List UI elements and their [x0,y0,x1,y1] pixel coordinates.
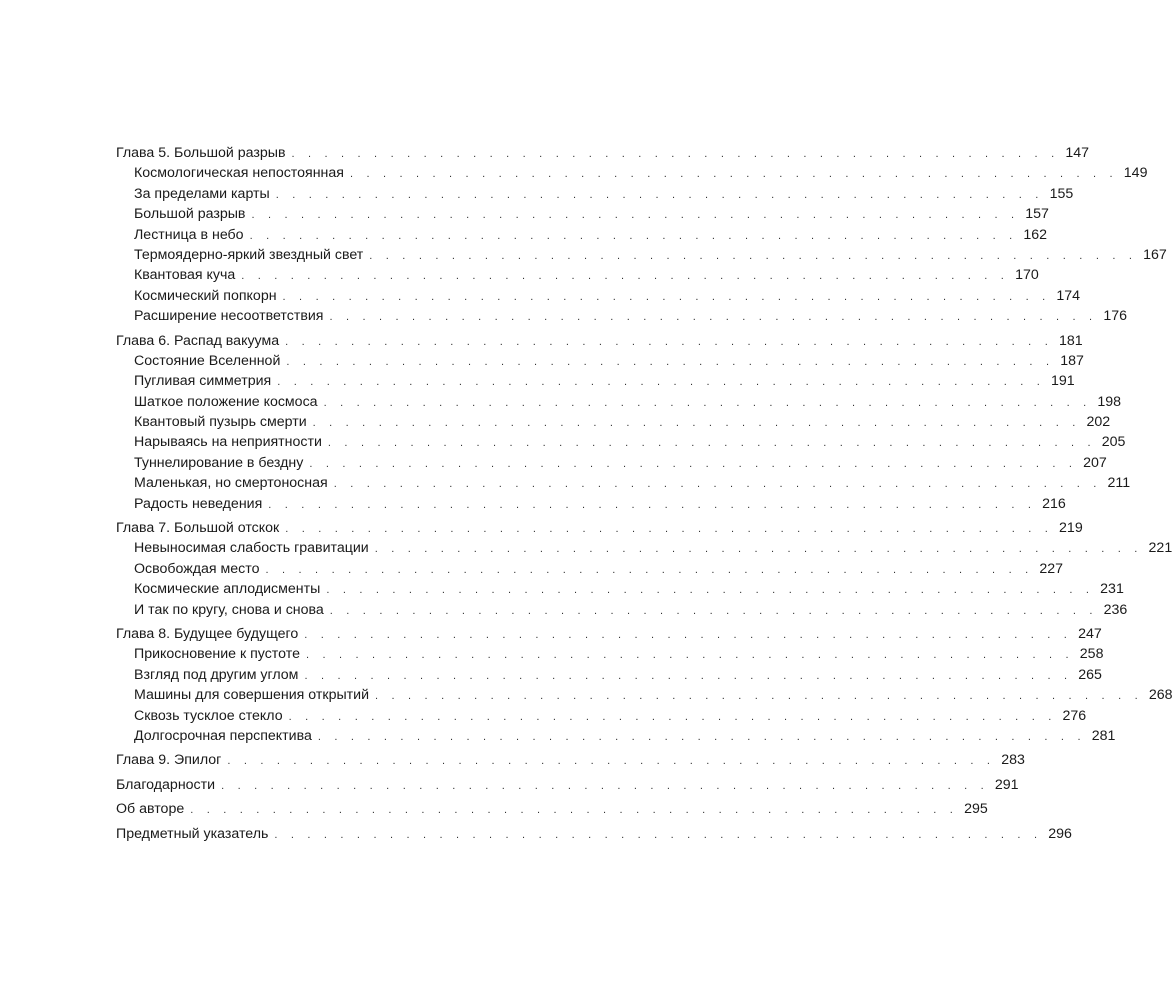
entry-title: Маленькая, но смертоносная [134,475,328,492]
entry-title: Нарываясь на неприятности [134,434,322,451]
entry-title: Взгляд под другим углом [134,666,299,683]
entry-title: Пугливая симметрия [134,373,272,390]
entry-page: 202 [1086,414,1111,431]
entry-page: 281 [1091,727,1116,744]
section-entry[interactable] [116,538,1173,558]
entry-page: 157 [1025,206,1049,223]
chapter-entry[interactable] [116,824,1072,844]
entry-page: 276 [1062,707,1087,724]
chapter-entry[interactable] [116,331,1083,351]
dot-leader: . . . . . . . . . . . . . . . . . . . . . . . . . . . . . . . . . . . . . . . . . . . . . . . [291,148,1060,160]
entry-title: Большой разрыв [134,206,246,223]
entry-title: Космический попкорн [134,287,277,304]
dot-leader: . . . . . . . . . . . . . . . . . . . . . . . . . . . . . . . . . . . . . . . . . . . . . . . [349,168,1118,181]
entry-page: 162 [1023,226,1048,243]
entry-page: 268 [1148,687,1173,704]
chapter-group [116,331,1131,515]
chapter-entry[interactable] [116,624,1102,644]
section-entry[interactable] [116,685,1173,705]
chapter-entry[interactable] [116,799,988,819]
entry-page: 283 [1001,752,1025,769]
entry-title: Состояние Вселенной [134,352,281,369]
entry-title: Глава 8. Будущее будущего [116,625,299,642]
section-entry[interactable] [116,351,1084,371]
section-entry[interactable] [116,644,1104,664]
section-entry[interactable] [116,204,1049,224]
dot-leader: . . . . . . . . . . . . . . . . . . . . . . . . . . . . . . . . . . . . . . . . . . . . . . . [374,543,1143,556]
entry-page: 291 [994,776,1019,793]
entry-title: Глава 6. Распад вакуума [116,332,280,349]
entry-title: Глава 7. Большой отскок [116,520,280,537]
chapter-group [116,518,1173,620]
dot-leader: . . . . . . . . . . . . . . . . . . . . . . . . . . . . . . . . . . . . . . . . . . . . . . . [323,396,1092,409]
entry-page: 216 [1042,495,1066,512]
entry-title: Квантовый пузырь смерти [134,414,307,431]
entry-page: 247 [1078,625,1102,642]
section-entry[interactable] [116,494,1066,514]
entry-title: Лестница в небо [134,226,244,243]
entry-page: 296 [1048,825,1072,842]
dot-leader: . . . . . . . . . . . . . . . . . . . . . . . . . . . . . . . . . . . . . . . . . . . . . . . [265,563,1034,576]
dot-leader: . . . . . . . . . . . . . . . . . . . . . . . . . . . . . . . . . . . . . . . . . . . . . . . [312,417,1081,430]
section-entry[interactable] [116,412,1111,432]
entry-title: Шаткое положение космоса [134,393,318,410]
entry-page: 231 [1100,581,1124,598]
entry-page: 295 [964,801,988,818]
dot-leader: . . . . . . . . . . . . . . . . . . . . . . . . . . . . . . . . . . . . . . . . . . . . . . . [282,290,1051,303]
entry-page: 181 [1058,332,1083,349]
section-entry[interactable] [116,306,1127,326]
entry-title: Космологическая непостоянная [134,165,344,182]
entry-title: Термоядерно-яркий звездный свет [134,246,364,263]
entry-page: 176 [1103,308,1127,325]
section-entry[interactable] [116,163,1148,183]
entry-page: 155 [1049,185,1074,202]
dot-leader: . . . . . . . . . . . . . . . . . . . . . . . . . . . . . . . . . . . . . . . . . . . . . . . [277,376,1046,389]
section-entry[interactable] [116,473,1131,493]
section-entry[interactable] [116,265,1039,285]
section-entry[interactable] [116,245,1167,265]
dot-leader: . . . . . . . . . . . . . . . . . . . . . . . . . . . . . . . . . . . . . . . . . . . . . . . [285,335,1053,348]
dot-leader: . . . . . . . . . . . . . . . . . . . . . . . . . . . . . . . . . . . . . . . . . . . . . . . [251,209,1020,222]
entry-title: Глава 9. Эпилог [116,752,222,769]
dot-leader: . . . . . . . . . . . . . . . . . . . . . . . . . . . . . . . . . . . . . . . . . . . . . . . [285,523,1054,536]
entry-page: 258 [1079,646,1104,663]
entry-page: 167 [1143,246,1167,263]
section-entry[interactable] [116,726,1116,746]
entry-title: Машины для совершения открытий [134,687,370,704]
entry-title: Предметный указатель [116,825,269,842]
entry-page: 227 [1039,560,1064,577]
entry-page: 170 [1015,267,1039,284]
entry-title: Сквозь тусклое стекло [134,707,283,724]
dot-leader: . . . . . . . . . . . . . . . . . . . . . . . . . . . . . . . . . . . . . . . . . . . . . . . [304,669,1073,682]
entry-title: Об авторе [116,801,185,818]
dot-leader: . . . . . . . . . . . . . . . . . . . . . . . . . . . . . . . . . . . . . . . . . . . . . . . [221,779,989,792]
chapter-entry[interactable] [116,775,1019,795]
dot-leader: . . . . . . . . . . . . . . . . . . . . . . . . . . . . . . . . . . . . . . . . . . . . . . . [275,188,1044,201]
dot-leader: . . . . . . . . . . . . . . . . . . . . . . . . . . . . . . . . . . . . . . . . . . . . . . . [241,270,1010,283]
dot-leader: . . . . . . . . . . . . . . . . . . . . . . . . . . . . . . . . . . . . . . . . . . . . . . . [190,804,959,817]
section-entry[interactable] [116,286,1081,306]
dot-leader: . . . . . . . . . . . . . . . . . . . . . . . . . . . . . . . . . . . . . . . . . . . . . . . [333,478,1102,491]
section-entry[interactable] [116,392,1122,412]
entry-title: Прикосновение к пустоте [134,646,300,663]
entry-title: Квантовая куча [134,267,236,284]
dot-leader: . . . . . . . . . . . . . . . . . . . . . . . . . . . . . . . . . . . . . . . . . . . . . . . [268,498,1037,511]
entry-title: За пределами карты [134,185,270,202]
chapter-entry[interactable] [116,750,1025,770]
dot-leader: . . . . . . . . . . . . . . . . . . . . . . . . . . . . . . . . . . . . . . . . . . . . . . . [329,311,1098,324]
section-entry[interactable] [116,453,1107,473]
dot-leader: . . . . . . . . . . . . . . . . . . . . . . . . . . . . . . . . . . . . . . . . . . . . . . . [369,249,1138,262]
entry-page: 265 [1078,666,1102,683]
dot-leader: . . . . . . . . . . . . . . . . . . . . . . . . . . . . . . . . . . . . . . . . . . . . . . . [227,755,996,768]
dot-leader: . . . . . . . . . . . . . . . . . . . . . . . . . . . . . . . . . . . . . . . . . . . . . . . [327,437,1096,450]
entry-page: 191 [1051,373,1075,390]
entry-page: 187 [1060,352,1084,369]
section-entry[interactable] [116,432,1126,452]
entry-title: Невыносимая слабость гравитации [134,540,369,557]
entry-title: И так по кругу, снова и снова [134,601,324,618]
dot-leader: . . . . . . . . . . . . . . . . . . . . . . . . . . . . . . . . . . . . . . . . . . . . . . . [317,730,1086,743]
section-entry[interactable] [116,665,1102,685]
entry-title: Радость неведения [134,495,263,512]
entry-page: 174 [1056,287,1081,304]
section-entry[interactable] [116,559,1064,579]
entry-title: Туннелирование в бездну [134,454,304,471]
entry-page: 219 [1059,520,1083,537]
chapter-entry[interactable] [116,518,1083,538]
entry-page: 221 [1148,540,1173,557]
dot-leader: . . . . . . . . . . . . . . . . . . . . . . . . . . . . . . . . . . . . . . . . . . . . . . . [304,628,1073,641]
entry-title: Благодарности [116,776,216,793]
chapter-group [116,143,1167,327]
entry-page: 236 [1103,601,1128,618]
dot-leader: . . . . . . . . . . . . . . . . . . . . . . . . . . . . . . . . . . . . . . . . . . . . . . . [329,604,1098,617]
entry-title: Расширение несоответствия [134,308,324,325]
section-entry[interactable] [116,184,1074,204]
section-entry[interactable] [116,706,1087,726]
entry-page: 211 [1107,475,1131,492]
entry-page: 147 [1065,145,1089,161]
section-entry[interactable] [116,600,1128,620]
dot-leader: . . . . . . . . . . . . . . . . . . . . . . . . . . . . . . . . . . . . . . . . . . . . . . . [375,690,1143,703]
entry-title: Глава 5. Большой разрыв [116,145,286,161]
table-of-contents [116,143,1173,848]
entry-page: 205 [1101,434,1126,451]
entry-page: 207 [1083,454,1107,471]
entry-page: 149 [1123,165,1148,182]
section-entry[interactable] [116,225,1048,245]
dot-leader: . . . . . . . . . . . . . . . . . . . . . . . . . . . . . . . . . . . . . . . . . . . . . . . [309,457,1078,470]
entry-title: Космические аплодисменты [134,581,321,598]
dot-leader: . . . . . . . . . . . . . . . . . . . . . . . . . . . . . . . . . . . . . . . . . . . . . . . [288,710,1057,723]
entry-page: 198 [1097,393,1122,410]
section-entry[interactable] [116,579,1124,599]
entry-title: Долгосрочная перспектива [134,727,312,744]
dot-leader: . . . . . . . . . . . . . . . . . . . . . . . . . . . . . . . . . . . . . . . . . . . . . . . [249,229,1018,242]
dot-leader: . . . . . . . . . . . . . . . . . . . . . . . . . . . . . . . . . . . . . . . . . . . . . . . [326,584,1095,597]
chapter-group [116,624,1173,746]
chapter-entry[interactable] [116,143,1089,163]
section-entry[interactable] [116,371,1075,391]
dot-leader: . . . . . . . . . . . . . . . . . . . . . . . . . . . . . . . . . . . . . . . . . . . . . . . [305,649,1074,662]
dot-leader: . . . . . . . . . . . . . . . . . . . . . . . . . . . . . . . . . . . . . . . . . . . . . . . [286,355,1055,368]
entry-title: Освобождая место [134,560,260,577]
dot-leader: . . . . . . . . . . . . . . . . . . . . . . . . . . . . . . . . . . . . . . . . . . . . . . . [274,828,1043,841]
